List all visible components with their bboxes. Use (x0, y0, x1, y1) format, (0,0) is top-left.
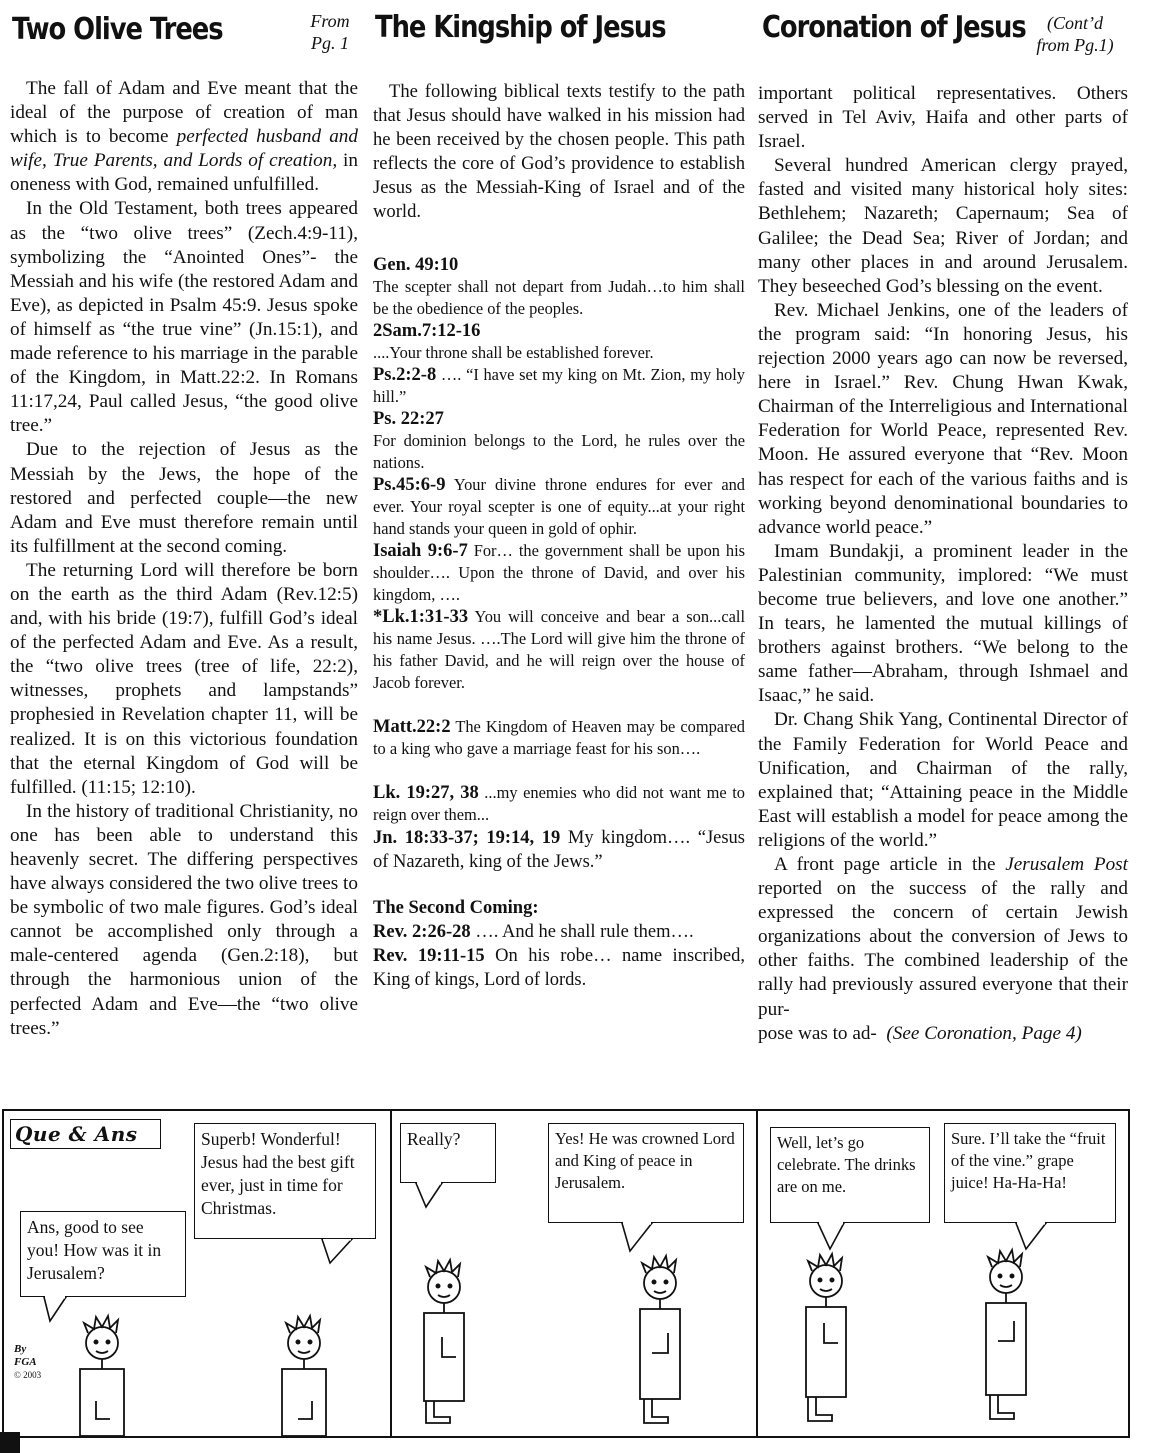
article-title: The Kingship of Jesus (375, 10, 666, 45)
article-title: Two Olive Trees (12, 12, 223, 47)
paragraph: In the Old Testament, both trees appeared as the “two olive trees” (Zech.4:9-11), symbolizing the “Anointed Ones”- the Messiah and his wife (the restored Adam and Eve), as depicted in Psalm 45:9. Jesus spoke of himself as “the true vine” (Jn.15:1), and made reference to his marriage in the parable of the Kingdom, in Matt.22:2. In Romans 11:17,24, Paul called Jesus, “the good olive tree.” (10, 198, 358, 437)
paragraph: Imam Bundakji, a prominent leader in the Palestinian community, implored: “We must become true believers, and love one another.” In tears, he lamented the mutual killings of brothers against brothers. “We belong to the same father—Abraham, through Ishmael and Isaac,” he said. (758, 540, 1128, 707)
paragraph: A front page article in the Jerusalem Post reported on the success of the rally and expressed the concern of certain Jewish organizations about the conversion of Jews to other faiths. The combined leadership of the rally had previously assured everyone that their pur- (758, 854, 1128, 1020)
scripture-ref: *Lk.1:31-33 You will conceive and bear a son...call his name Jesus. ….The Lord will give him the throne of his father David, and he will reign over the house of Jacob forever. (373, 607, 745, 692)
article-body (10, 77, 358, 1041)
character-figures (390, 1111, 756, 1436)
scripture-ref: Lk. 19:27, 38 ...my enemies who did not want me to reign over them... (373, 783, 745, 824)
article-header (373, 0, 745, 68)
scripture-ref: Rev. 19:11-15 On his robe… name inscribed, King of kings, Lord of lords. (373, 946, 745, 991)
speech-bubble: Ans, good to see you! How was it in Jerusalem? (20, 1211, 186, 1297)
speech-bubble: Sure. I’ll take the “fruit of the vine.” grape juice! Ha-Ha-Ha! (944, 1123, 1116, 1223)
article-body (373, 80, 745, 992)
artist-signature: By FGA © 2003 (14, 1343, 42, 1380)
paragraph: Rev. Michael Jenkins, one of the leaders of the program said: “In honoring Jesus, his rejection 2000 years ago can now be reversed, here in Israel.” Rev. Chung Hwan Kwak, Chairman of the Interreligious and International Federation for World Peace, represented Rev. Moon. He assured everyone that “Rev. Moon has respect for each of the various faiths and is working beyond denominational boundaries to advance world peace.” (758, 299, 1128, 538)
article-header (10, 0, 358, 68)
scripture-ref: Ps.45:6-9 Your divine throne endures for ever and ever. Your royal scepter is one of equity...at your right hand stands your queen in gold of ophir. (373, 475, 745, 538)
jump-reference: (See Coronation, Page 4) (886, 1022, 1082, 1044)
article-coronation-of-jesus (758, 0, 1128, 1046)
paragraph: The fall of Adam and Eve meant that the ideal of the purpose of creation of man which is to become perfected husband and wife, True Parents, and Lords of creation, in oneness with God, remained unfulfilled. (10, 78, 358, 196)
speech-bubble: Well, let’s go celebrate. The drinks are on me. (770, 1127, 930, 1223)
comic-strip (2, 1109, 1130, 1438)
scripture-ref: Isaiah 9:6-7 For… the government shall be upon his shoulder…. Upon the throne of David, and over his kingdom, …. (373, 541, 745, 604)
paragraph: Dr. Chang Shik Yang, Continental Director of the Family Federation for World Peace and Unification, and Chairman of the rally, explained that; “Attaining peace in the Middle East will establish a model for peace among the religions of the world.” (758, 709, 1128, 851)
jump-note: From Pg. 1 (310, 11, 350, 53)
article-kingship-of-jesus (373, 0, 745, 992)
article-header (758, 0, 1128, 68)
paragraph: important political representatives. Others served in Tel Aviv, Haifa and other parts of Israel. (758, 83, 1128, 153)
scripture-ref: 2Sam.7:12-16 ....Your throne shall be established forever. (373, 321, 654, 362)
scripture-ref: Rev. 2:26-28 …. And he shall rule them…. (373, 922, 694, 943)
comic-panel-1 (4, 1111, 392, 1436)
corner-mark (0, 1432, 20, 1453)
speech-bubble: Yes! He was crowned Lord and King of peace in Jerusalem. (548, 1123, 744, 1223)
article-title: Coronation of Jesus (762, 10, 1026, 45)
scripture-ref: Jn. 18:33-37; 19:14, 19 My kingdom…. “Jesus of Nazareth, king of the Jews.” (373, 828, 746, 872)
paragraph: Due to the rejection of Jesus as the Messiah by the Jews, the hope of the restored and perfected couple—the new Adam and Eve must therefore remain until its fulfillment at the second coming. (10, 439, 358, 557)
continuation-line: pose was to ad- (See Coronation, Page 4) (758, 1022, 1082, 1044)
character-figures (756, 1111, 1128, 1436)
scripture-ref: Gen. 49:10 The scepter shall not depart from Judah…to him shall be the obedience of the peoples. (373, 255, 745, 318)
scripture-ref: Ps.2:2-8 …. “I have set my king on Mt. Zion, my holy hill.” (373, 365, 745, 406)
comic-title: Que & Ans (10, 1119, 161, 1149)
comic-panel-3 (756, 1111, 1128, 1436)
scripture-ref: Ps. 22:27 For dominion belongs to the Lord, he rules over the nations. (373, 409, 745, 472)
comic-panel-2 (390, 1111, 758, 1436)
article-two-olive-trees (10, 0, 358, 1041)
continued-note: (Cont’d from Pg.1) (1036, 13, 1114, 55)
speech-bubble: Really? (400, 1123, 496, 1183)
section-heading: The Second Coming: (373, 898, 539, 918)
scripture-ref: Matt.22:2 The Kingdom of Heaven may be compared to a king who gave a marriage feast for his son…. (373, 717, 745, 758)
paragraph: In the history of traditional Christianity, no one has been able to understand this heavenly secret. The differing perspectives have always considered the two olive trees to be symbolic of two male figures. God’s ideal cannot be accomplished only through a male-centered agenda (Gen.2:18), but through the harmonious union of the perfected Adam and Eve—the “two olive trees.” (10, 800, 358, 1039)
paragraph: The returning Lord will therefore be born on the earth as the third Adam (Rev.12:5) and, with his bride (19:7), fulfill God’s ideal of the perfected Adam and Eve. As a result, the “two olive trees (tree of life, 22:2), witnesses, prophets and lampstands” prophesied in Revelation chapter 11, will be realized. It is on this victorious foundation that the eternal Kingdom of God will be fulfilled. (11:15; 12:10). (10, 559, 358, 798)
speech-bubble: Superb! Wonderful! Jesus had the best gift ever, just in time for Christmas. (194, 1123, 376, 1239)
character-figure (4, 1111, 390, 1436)
paragraph: Several hundred American clergy prayed, fasted and visited many historical holy sites: Bethlehem; Nazareth; Capernaum; Sea of Galilee; the Dead Sea; River of Jordan; and many other places in and around Jerusalem. They beseeched God’s blessing on the event. (758, 155, 1128, 297)
article-body (758, 82, 1128, 1046)
intro-paragraph: The following biblical texts testify to the path that Jesus should have walked in his mission had he been received by the chosen people. This path reflects the core of God’s providence to establish Jesus as the Messiah-King of Israel and of the world. (373, 81, 745, 222)
